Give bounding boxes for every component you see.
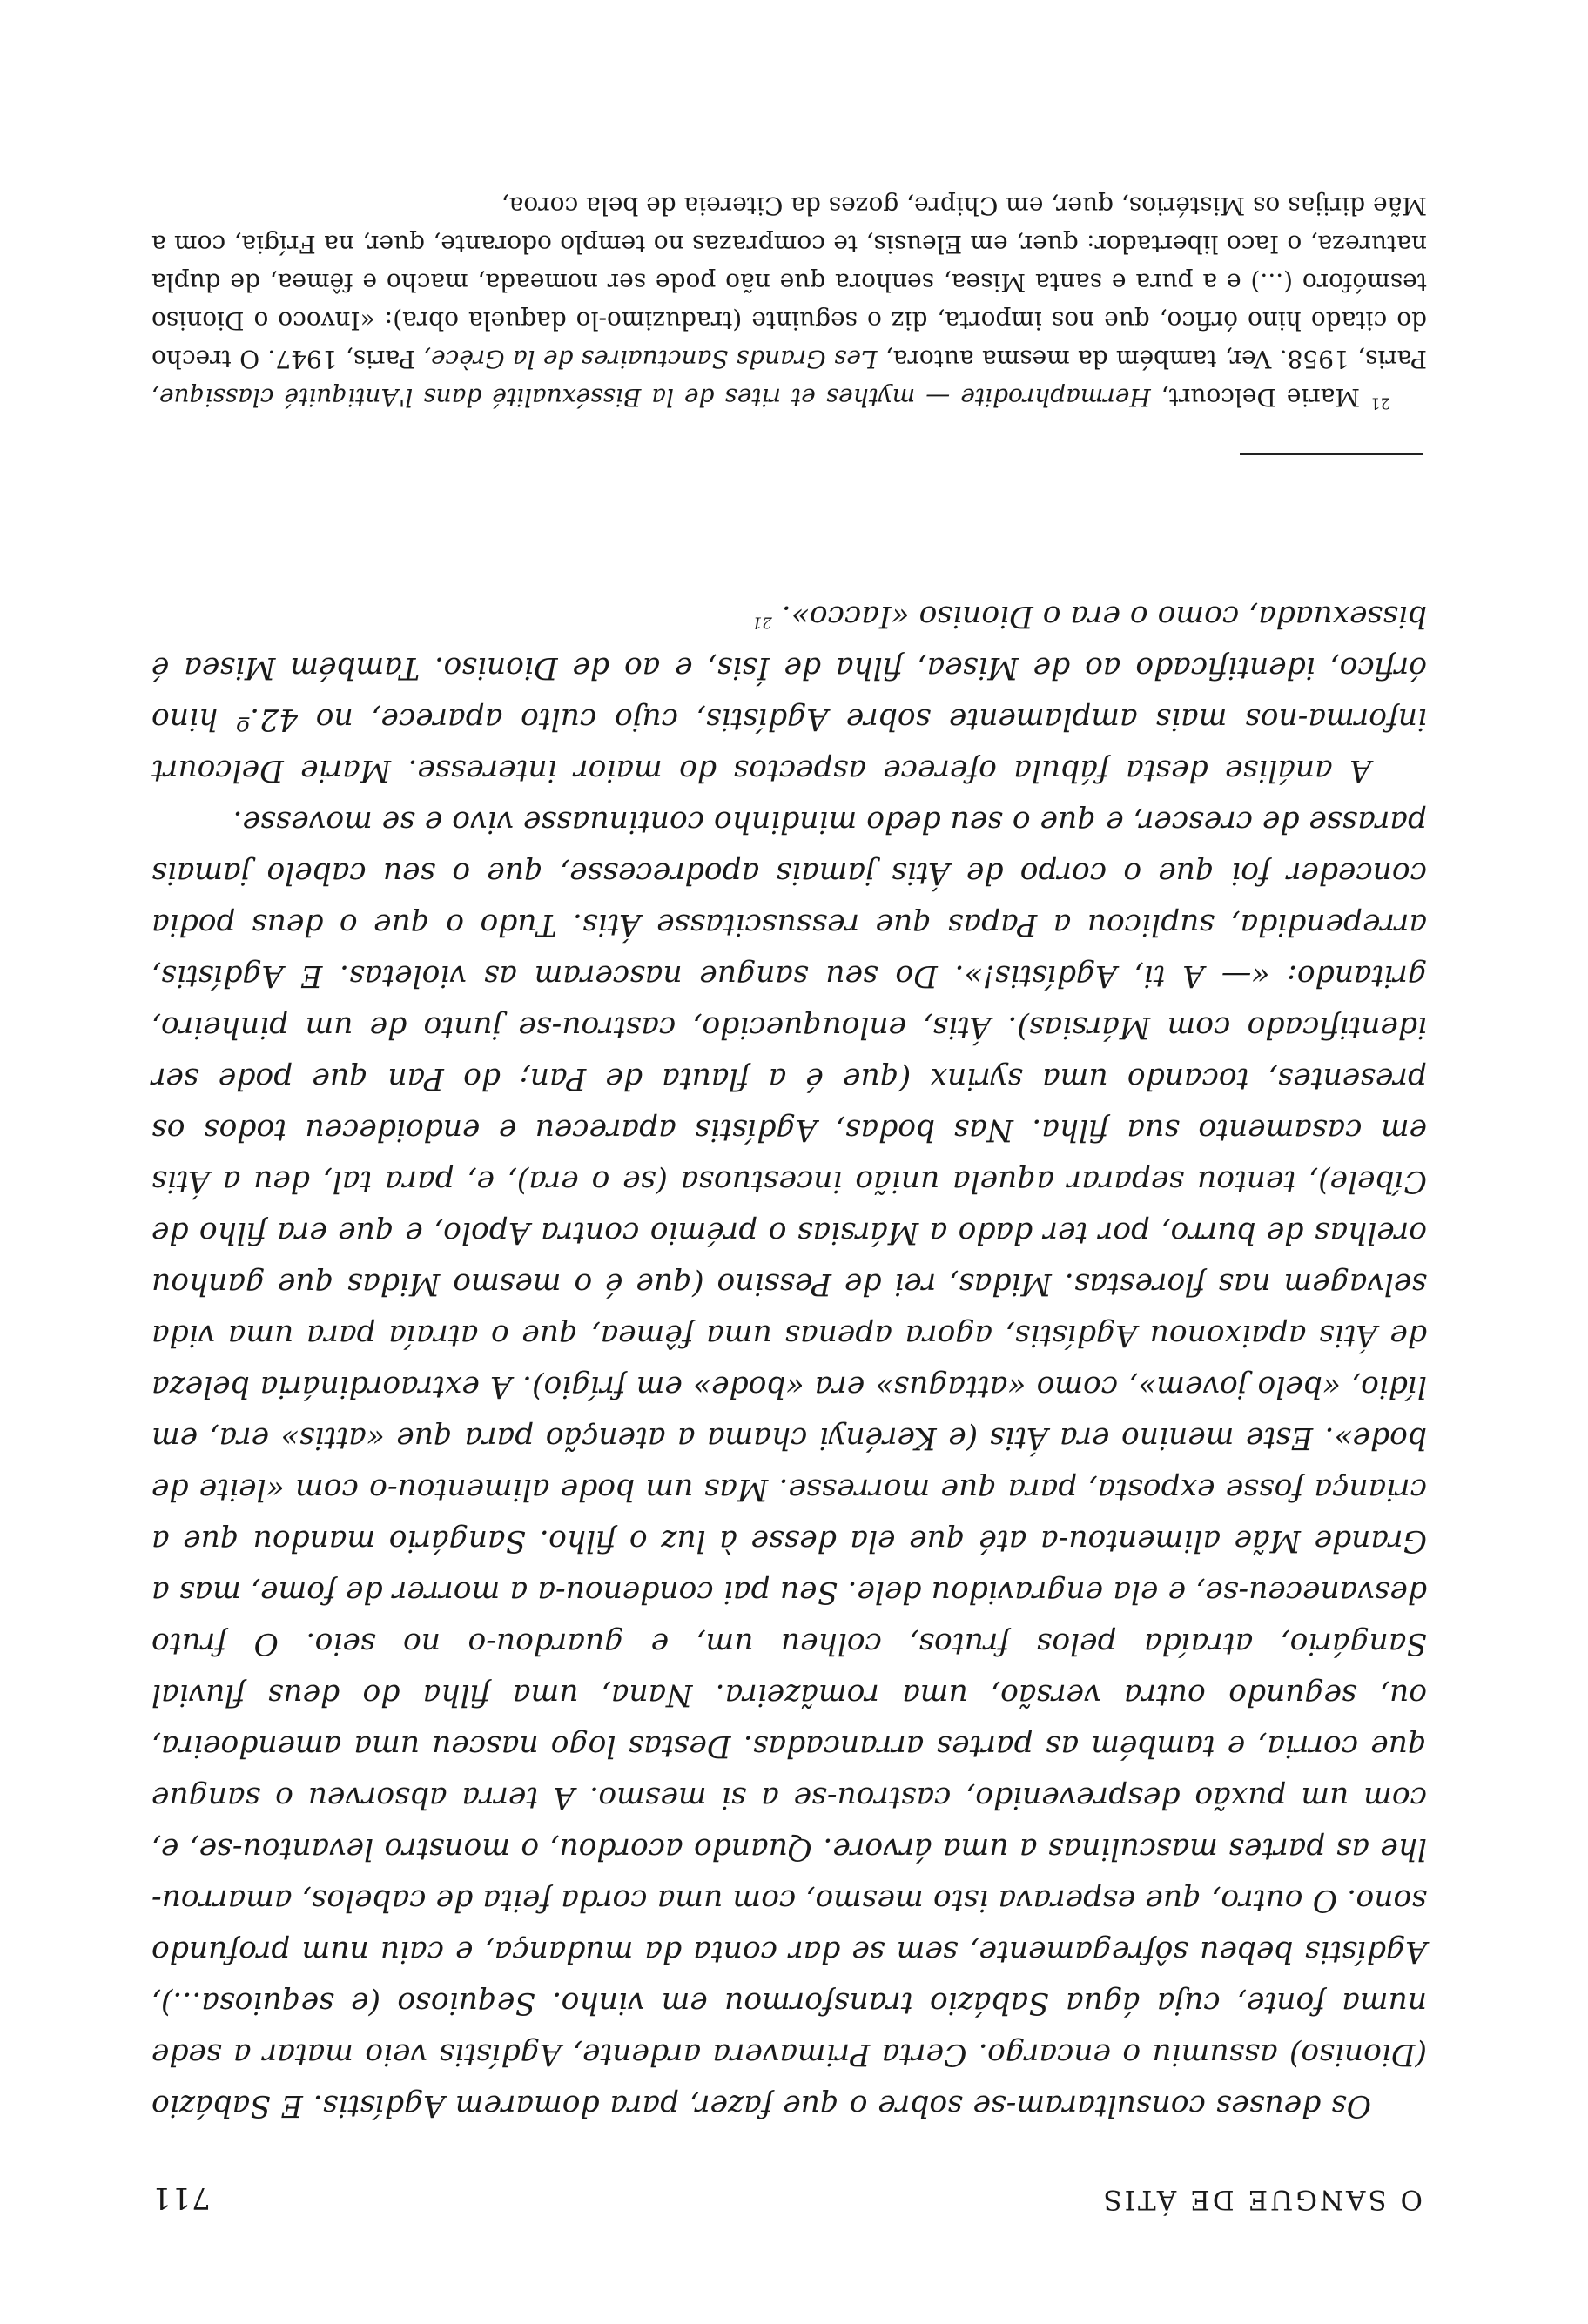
footnote-title-1: Hermaphrodite — mythes et rites de la Bisséxualité dans l'Antiquité classique,: [151, 383, 1151, 412]
footnote-author: Marie Delcourt,: [1161, 383, 1361, 412]
footnote-text-2: Paris, 1947. O trecho do citado hino órfico, que nos importa, diz o seguinte (traduzimo-lo daquela obra): «Invoco o Dioniso tesmóforo (...) e a pura e santa Misea, senhora que não pode ser nomeada, macho e fêmea, de dupla natureza, o Iaco libertador: quer, em Eleusis, te comprazas no templo odorante, quer, na Frígia, com a Mãe dirijas os Mistérios, quer, em Chipre, gozes da Citereia de bela coroa,: [151, 191, 1427, 373]
footnote-title-2: Les Grands Sanctuaires de la Grèce,: [423, 345, 878, 373]
running-title: O SANGUE DE ÁTIS: [1100, 2184, 1423, 2215]
paragraph-1: Os deuses consultaram-se sobre o que fazer, para domarem Agdístis. E Sabázio (Dioniso) assumiu o encargo. Certa Primavera ardente, Agdístis veio matar a sede numa fonte, cuja água Sabázio transformou em vinho. Sequioso (e sequiosa...), Agdístis bebeu sôfregamente, sem se dar conta da mudança, e caiu num profundo sono. O outro, que esperava isto mesmo, com uma corda feita de cabelos, amarrou-lhe as partes masculinas a uma árvore. Quando acordou, o monstro levantou-se, e, com um puxão desprevenido, castrou-se a si mesmo. A terra absorveu o sangue que corria, e também as partes arrancadas. Destas logo nasceu uma amendoeira, ou, segundo outra versão, uma romãzeira. Nana, uma filha do deus fluvial Sangário, atraída pelos frutos, colheu um, e guardou-o no seio. O fruto desvaneceu-se, e ela engravidou dele. Seu pai condenou-a a morrer de fome, mas a Grande Mãe alimentou-a até que ela desse à luz o filho. Sangário mandou que a criança fosse exposta, para que morresse. Mas um bode alimentou-o com «leite de bode». Este menino era Átis (e Kerényi chama a atenção para que «attis» era, em lídio, «belo jovem», como «attagus» era «bode» em frígio). A extraordinária beleza de Átis apaixonou Agdístis, agora apenas uma fêmea, que o atraía para uma vida selvagem nas florestas. Midas, rei de Pessino (que é o mesmo Midas que ganhou orelhas de burro, por ter dado a Mársias o prémio contra Apolo, e que era filho de Cíbele), tentou separar aquela união incestuosa (se o era), e, para tal, deu a Átis em casamento sua filha. Nas bodas, Agdístis apareceu e endoideceu todos os presentes, tocando uma syrinx (que é a flauta de Pan; do Pan que pode ser identificado com Mársias). Átis, enlouquecido, castrou-se junto de um pinheiro, gritando: «— A ti, Agdístis!». Do seu sangue nasceram as violetas. E Agdístis, arrependida, suplicou a Papas que ressuscitasse Átis. Tudo o que o deus podia conceder foi que o corpo de Átis jamais apodrecesse, que o seu cabelo jamais parasse de crescer, e que o seu dedo mindinho continuasse vivo e se movesse.: [151, 804, 1427, 2123]
paragraph-2: [151, 590, 1427, 796]
footnote-text-1: Paris, 1958. Ver, também da mesma autora,: [885, 345, 1427, 373]
footnote: [151, 186, 1427, 416]
footnote-number: 21: [1370, 393, 1390, 413]
footnote-reference: 21: [751, 613, 772, 632]
footnote-separator: [1240, 453, 1423, 455]
paragraph-2-text: A análise desta fábula oferece aspectos do maior interesse. Marie Delcourt informa-nos mais amplamente sobre Agdístis, cujo culto aparece, no 42.º hino órfico, identificado ao de Misea, filha de Ísis, e ao de Dioniso. Também Misea é bissexuada, como o era o Dioniso «Iacco».: [151, 599, 1427, 788]
running-head: [151, 2172, 1423, 2215]
body-text: [151, 590, 1427, 2131]
page-number: 711: [151, 2180, 211, 2215]
